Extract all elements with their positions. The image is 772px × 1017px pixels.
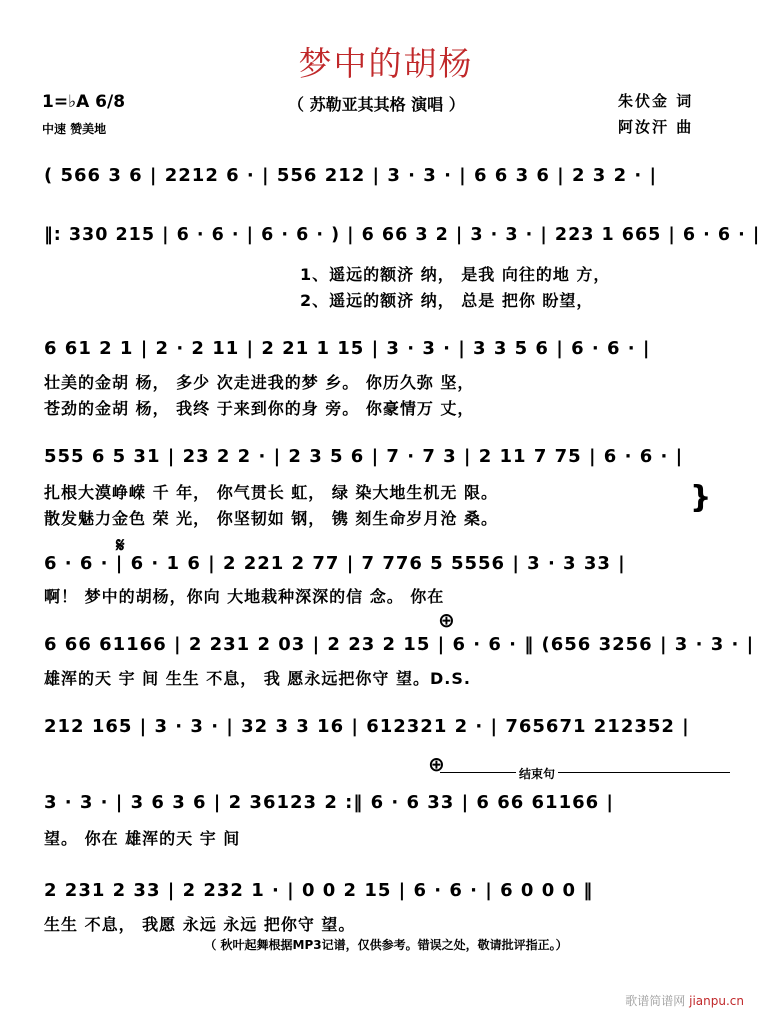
notation-row-6: 6 66 61166 | 2 231 2 03 | 2 23 2 15 | 6 · 6 · ‖ (656 3256 | 3 · 3 · | [44, 634, 755, 655]
lyrics-row-4-verse-1: 扎根大漠峥嵘 千 年， 你气贯长 虹， 绿 染大地生机无 限。 [44, 483, 498, 502]
lyrics-row-3-verse-2: 苍劲的金胡 杨， 我终 于来到你的身 旁。 你豪情万 丈， [44, 399, 475, 418]
lyrics-row-4-verse-2: 散发魅力金色 荣 光， 你坚韧如 钢， 镌 刻生命岁月沧 桑。 [44, 509, 498, 528]
watermark-site: 歌谱简谱网 [625, 994, 686, 1008]
notation-row-8: 3 · 3 · | 3 6 3 6 | 2 36123 2 :‖ 6 · 6 33 | 6 66 61166 | [44, 792, 614, 813]
lyrics-row-9: 生生 不息， 我愿 永远 永远 把你守 望。 [44, 915, 356, 934]
lyrics-row-5: 啊！ 梦中的胡杨，你向 大地栽种深深的信 念。 你在 [44, 587, 445, 606]
key-signature [42, 92, 125, 112]
key-text: 1=♭A [42, 92, 90, 112]
notation-row-3: 6 61 2 1 | 2 · 2 11 | 2 21 1 15 | 3 · 3 · | 3 3 5 6 | 6 · 6 · | [44, 338, 651, 359]
watermark [625, 992, 744, 1009]
lyrics-row-6: 雄浑的天 宇 间 生生 不息， 我 愿永远把你守 望。D.S. [44, 669, 471, 688]
coda-sign-2: ⊕ [428, 752, 445, 776]
notation-row-9: 2 231 2 33 | 2 232 1 · | 0 0 2 15 | 6 · 6 · | 6 0 0 0 ‖ [44, 880, 594, 901]
composer: 阿汝汗 曲 [618, 118, 694, 136]
ending-line [440, 772, 730, 773]
lyrics-row-2-verse-2: 2、遥远的额济 纳， 总是 把你 盼望， [300, 291, 594, 310]
verse-brace: } [690, 480, 712, 515]
lyrics-row-8: 望。 你在 雄浑的天 宇 间 [44, 829, 241, 848]
lyricist: 朱伏金 词 [618, 92, 694, 110]
footer-note: （ 秋叶起舞根据MP3记谱，仅供参考。错误之处，敬请批评指正。） [204, 938, 568, 952]
page-title: 梦中的胡杨 [298, 44, 474, 83]
notation-row-7: 212 165 | 3 · 3 · | 32 3 3 16 | 612321 2 · | 765671 212352 | [44, 716, 690, 737]
notation-row-2: ‖: 330 215 | 6 · 6 · | 6 · 6 · ) | 6 66 3 2 | 3 · 3 · | 223 1 665 | 6 · 6 · | [44, 225, 761, 245]
notation-row-1: ( 566 3 6 | 2212 6 · | 556 212 | 3 · 3 · | 6 6 3 6 | 2 3 2 · | [44, 165, 658, 186]
segno-sign: 𝄋 [116, 533, 125, 557]
lyrics-row-2-verse-1: 1、遥远的额济 纳， 是我 向往的地 方， [300, 265, 611, 284]
notation-row-5: 6 · 6 · | 6 · 1 6 | 2 221 2 77 | 7 776 5 5556 | 3 · 3 33 | [44, 553, 626, 574]
watermark-url: jianpu.cn [689, 994, 744, 1008]
time-signature: 6/8 [95, 92, 126, 112]
performer: （ 苏勒亚其其格 演唱 ） [288, 95, 465, 114]
lyrics-row-3-verse-1: 壮美的金胡 杨， 多少 次走进我的梦 乡。 你历久弥 坚， [44, 373, 475, 392]
notation-row-4: 555 6 5 31 | 23 2 2 · | 2 3 5 6 | 7 · 7 3 | 2 11 7 75 | 6 · 6 · | [44, 446, 684, 467]
tempo-marking: 中速 赞美地 [42, 122, 107, 136]
ending-label: 结束句 [516, 765, 558, 782]
coda-sign-1: ⊕ [438, 608, 455, 632]
